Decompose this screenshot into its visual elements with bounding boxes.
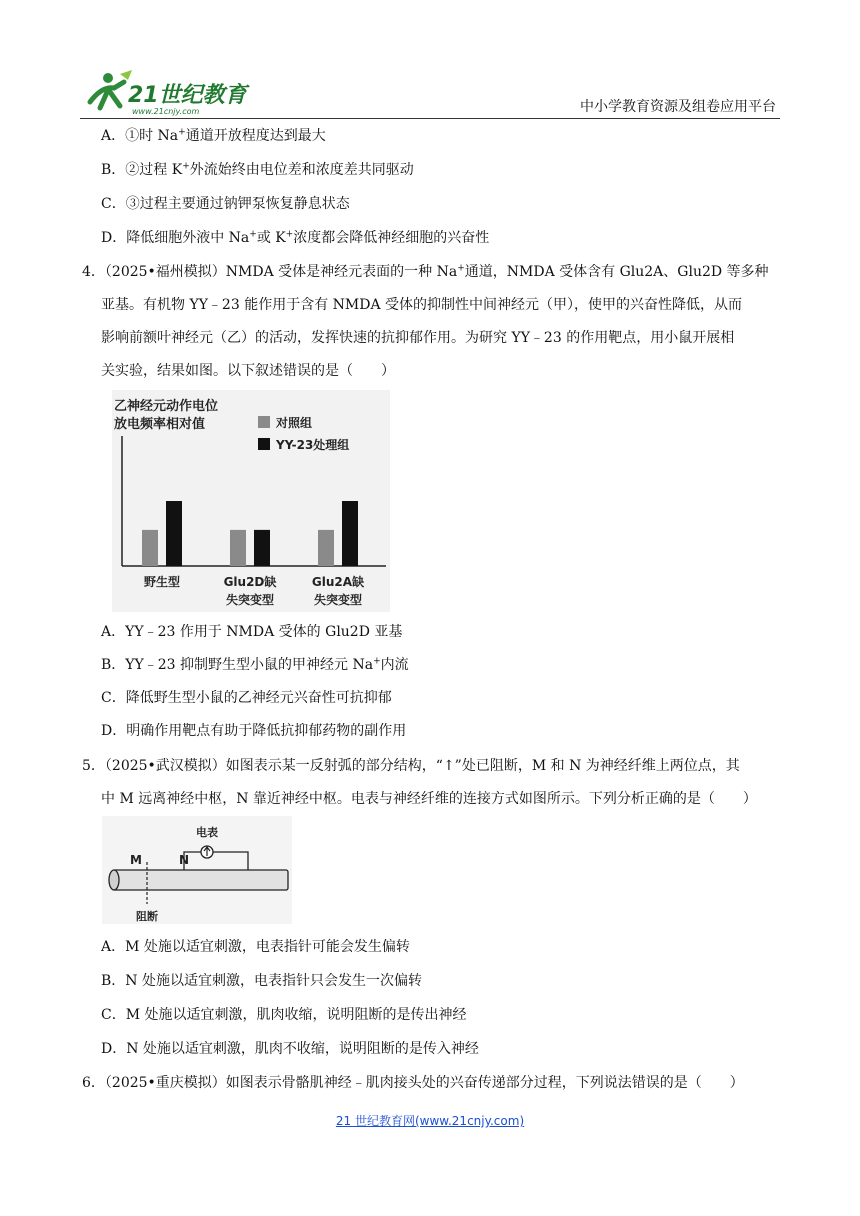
footer [0,1112,860,1129]
q5-option-a: A．M 处施以适宜刺激，电表指针可能会发生偏转 [101,939,410,955]
q4-stem-line-2: 亚基。有机物 YY﹣23 能作用于含有 NMDA 受体的抑制性中间神经元（甲），使甲的兴奋性降低，从而 [101,297,743,313]
q3-option-d: D．降低细胞外液中 Na+或 K+浓度都会降低神经细胞的兴奋性 [101,229,490,246]
bar-0-1 [166,501,182,566]
q3-option-a: A．①时 Na+通道开放程度达到最大 [101,127,326,144]
q5-stem-line-1: 5．（2025•武汉模拟）如图表示某一反射弧的部分结构，“↑”处已阻断，M 和 N 为神经纤维上两位点，其 [82,758,740,774]
legend-swatch-0 [258,416,270,428]
category-label-2: Glu2A缺 [311,575,365,589]
site-logo [80,68,260,118]
bar-1-0 [230,530,246,566]
q4-option-d: D．明确作用靶点有助于降低抗抑郁药物的副作用 [101,723,407,739]
legend-swatch-1 [258,438,270,450]
legend-label-0: 对照组 [276,416,313,430]
bar-1-1 [254,530,270,566]
legend-label-1: YY-23处理组 [276,438,350,452]
q5-stem-line-2: 中 M 远离神经中枢，N 靠近神经中枢。电表与神经纤维的连接方式如图所示。下列分析正确的是（ ） [101,791,757,807]
runner-icon [90,70,132,108]
q4-option-b: B．YY﹣23 抑制野生型小鼠的甲神经元 Na+内流 [101,656,409,673]
bar-0-0 [142,530,158,566]
q4-option-a: A．YY﹣23 作用于 NMDA 受体的 Glu2D 亚基 [101,624,403,640]
category-label-line2-2: 失突变型 [313,593,363,607]
nerve-fiber [109,870,288,890]
meter-label: 电表 [196,826,218,839]
footer-link[interactable]: 21 世纪教育网(www.21cnjy.com) [335,1114,525,1128]
chart-ylabel-line-1: 乙神经元动作电位 [114,399,219,414]
q4-bar-chart [112,390,390,612]
point-m-label: M [130,853,142,867]
chart-ylabel-line-2: 放电频率相对值 [114,417,206,432]
q5-option-d: D．N 处施以适宜刺激，肌肉不收缩，说明阻断的是传入神经 [101,1041,479,1057]
category-label-0: 野生型 [143,575,181,589]
q3-option-c: C．③过程主要通过钠钾泵恢复静息状态 [101,196,350,212]
q5-option-c: C．M 处施以适宜刺激，肌肉收缩，说明阻断的是传出神经 [101,1007,467,1023]
platform-name: 中小学教育资源及组卷应用平台 [580,99,776,115]
point-n-label: N [179,853,190,867]
q4-stem-line-4: 关实验，结果如图。以下叙述错误的是（ ） [101,363,395,379]
bar-2-1 [342,501,358,566]
category-label-line2-1: 失突变型 [225,593,275,607]
category-label-1: Glu2D缺 [223,575,277,589]
q5-option-b: B．N 处施以适宜刺激，电表指针只会发生一次偏转 [101,973,422,989]
q4-option-c: C．降低野生型小鼠的乙神经元兴奋性可抗抑郁 [101,690,392,706]
q4-stem-line-3: 影响前额叶神经元（乙）的活动，发挥快速的抗抑郁作用。为研究 YY﹣23 的作用靶点，用小鼠开展相 [101,330,735,346]
q3-option-b: B．②过程 K+外流始终由电位差和浓度差共同驱动 [101,161,414,178]
header-divider [80,118,780,119]
meter-icon [201,846,213,858]
q6-stem-line-1: 6．（2025•重庆模拟）如图表示骨骼肌神经﹣肌肉接头处的兴奋传递部分过程，下列说法错误的是（ ） [82,1075,744,1091]
block-label: 阻断 [136,910,158,923]
bar-2-0 [318,530,334,566]
logo-url: www.21cnjy.com [132,107,200,116]
q4-stem-line-1: 4．（2025•福州模拟）NMDA 受体是神经元表面的一种 Na+通道，NMDA 受体含有 Glu2A、Glu2D 等多种 [82,263,769,280]
logo-text: 21世纪教育 [128,83,247,108]
q5-nerve-fiber-diagram [102,816,292,924]
